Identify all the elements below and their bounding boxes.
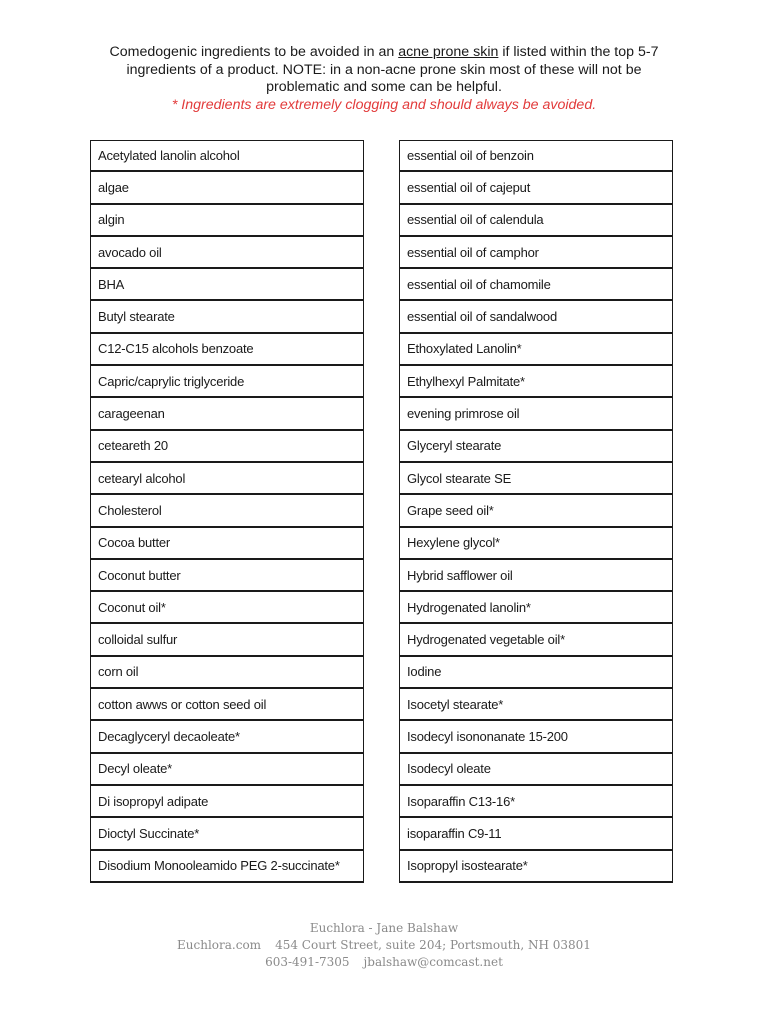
ingredient-cell: Iodine <box>399 657 673 689</box>
ingredient-cell: Acetylated lanolin alcohol <box>90 140 364 172</box>
ingredient-cell: colloidal sulfur <box>90 624 364 656</box>
ingredient-cell: algin <box>90 205 364 237</box>
footer-address-line <box>0 937 768 954</box>
ingredient-cell: Decyl oleate* <box>90 754 364 786</box>
ingredient-cell: BHA <box>90 269 364 301</box>
document-footer <box>0 920 768 971</box>
ingredient-column-right <box>399 140 673 883</box>
ingredient-cell: Butyl stearate <box>90 301 364 333</box>
ingredient-cell: Isopropyl isostearate* <box>399 851 673 883</box>
ingredient-cell: cotton awws or cotton seed oil <box>90 689 364 721</box>
warning-note: * Ingredients are extremely clogging and should always be avoided. <box>171 96 597 113</box>
ingredient-cell: Hexylene glycol* <box>399 528 673 560</box>
footer-site: Euchlora.com <box>177 938 262 952</box>
ingredient-cell: Hybrid safflower oil <box>399 560 673 592</box>
acne-prone-skin-underlined: acne prone skin <box>398 44 499 60</box>
ingredient-cell: Di isopropyl adipate <box>90 786 364 818</box>
ingredient-cell: Coconut butter <box>90 560 364 592</box>
ingredient-cell: algae <box>90 172 364 204</box>
ingredient-cell: Isodecyl oleate <box>399 754 673 786</box>
ingredient-cell: avocado oil <box>90 237 364 269</box>
header-line-2: ingredients of a product. NOTE: in a non-acne prone skin most of these will not be <box>126 61 642 78</box>
ingredient-cell: Coconut oil* <box>90 592 364 624</box>
ingredient-cell: Capric/caprylic triglyceride <box>90 366 364 398</box>
ingredient-cell: essential oil of camphor <box>399 237 673 269</box>
ingredient-cell: essential oil of sandalwood <box>399 301 673 333</box>
header-line-1 <box>60 44 708 62</box>
ingredient-cell: Decaglyceryl decaoleate* <box>90 721 364 753</box>
ingredient-column-left <box>90 140 364 883</box>
ingredient-cell: Isodecyl isononanate 15-200 <box>399 721 673 753</box>
ingredient-cell: Ethylhexyl Palmitate* <box>399 366 673 398</box>
footer-contact-line <box>0 954 768 971</box>
ingredient-cell: Cholesterol <box>90 495 364 527</box>
ingredient-cell: ceteareth 20 <box>90 431 364 463</box>
ingredient-cell: Glyceryl stearate <box>399 431 673 463</box>
ingredient-cell: C12-C15 alcohols benzoate <box>90 334 364 366</box>
ingredient-cell: Disodium Monooleamido PEG 2-succinate* <box>90 851 364 883</box>
header-line-1-pre: Comedogenic ingredients to be avoided in an <box>109 44 399 60</box>
ingredient-cell: isoparaffin C9-11 <box>399 818 673 850</box>
ingredient-cell: Hydrogenated lanolin* <box>399 592 673 624</box>
ingredient-cell: carageenan <box>90 398 364 430</box>
document-header <box>60 44 708 114</box>
footer-phone: 603-491-7305 <box>265 955 350 969</box>
header-line-1-post: if listed within the top 5-7 <box>498 44 659 60</box>
ingredient-cell: cetearyl alcohol <box>90 463 364 495</box>
ingredient-cell: corn oil <box>90 657 364 689</box>
ingredient-cell: Grape seed oil* <box>399 495 673 527</box>
ingredient-cell: essential oil of benzoin <box>399 140 673 172</box>
ingredient-cell: Hydrogenated vegetable oil* <box>399 624 673 656</box>
ingredient-cell: Isocetyl stearate* <box>399 689 673 721</box>
ingredient-cell: Ethoxylated Lanolin* <box>399 334 673 366</box>
ingredient-cell: evening primrose oil <box>399 398 673 430</box>
ingredient-cell: Cocoa butter <box>90 528 364 560</box>
ingredient-cell: Glycol stearate SE <box>399 463 673 495</box>
ingredient-cell: Isoparaffin C13-16* <box>399 786 673 818</box>
ingredient-cell: essential oil of chamomile <box>399 269 673 301</box>
footer-name: Euchlora - Jane Balshaw <box>309 921 459 935</box>
ingredient-cell: essential oil of calendula <box>399 205 673 237</box>
header-line-3: problematic and some can be helpful. <box>266 79 502 95</box>
ingredient-cell: essential oil of cajeput <box>399 172 673 204</box>
footer-address: 454 Court Street, suite 204; Portsmouth, NH 03801 <box>275 938 591 952</box>
ingredient-cell: Dioctyl Succinate* <box>90 818 364 850</box>
footer-email: jbalshaw@comcast.net <box>363 955 503 969</box>
